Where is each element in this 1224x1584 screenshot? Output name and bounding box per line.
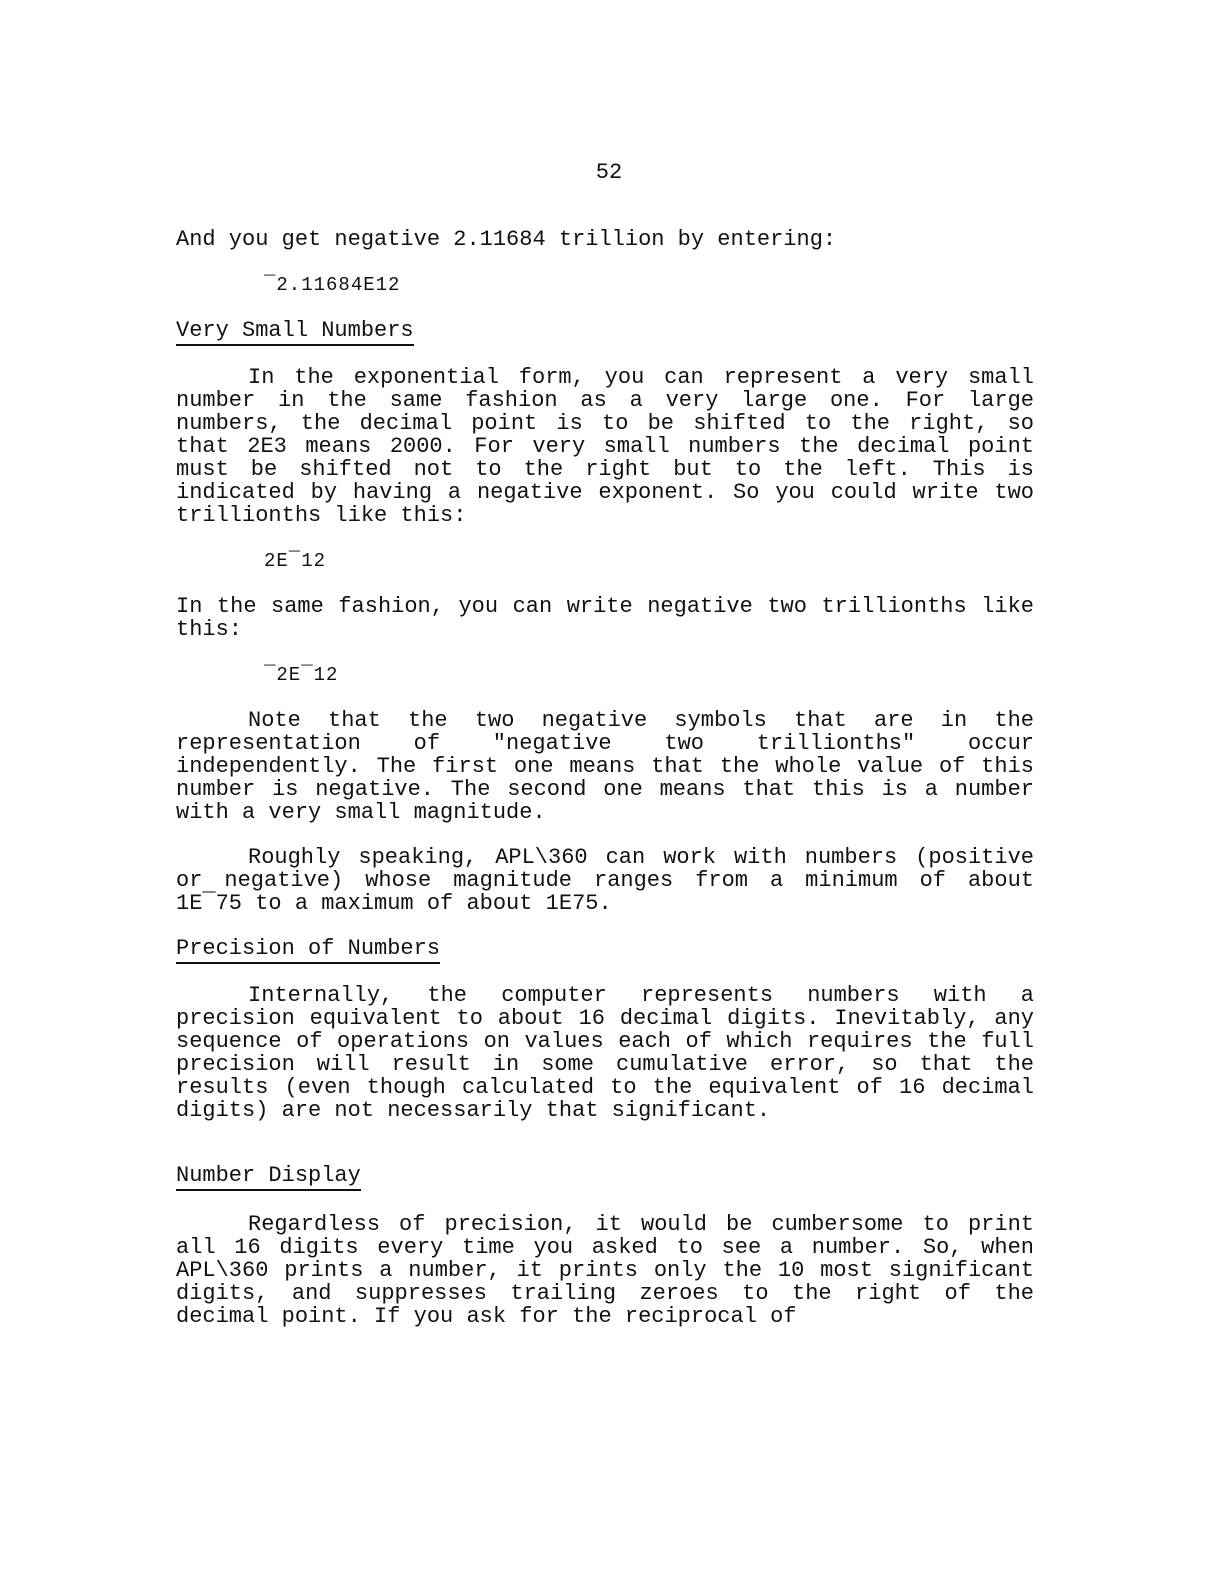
page-number: 52 <box>595 160 623 185</box>
intro-paragraph: And you get negative 2.11684 trillion by entering: <box>176 227 837 252</box>
paragraph-negative-symbols: Note that the two negative symbols that are in the representation of "negative two trillionths" occur independently. The first one means that the whole value of this number is negative. The second one means that this is a number with a very small magnitude. <box>176 708 1034 825</box>
page-content <box>176 228 1034 1328</box>
example-negative-trillion: ¯2.11684E12 <box>264 274 401 296</box>
paragraph-same-fashion: In the same fashion, you can write negative two trillionths like this: <box>176 594 1034 642</box>
paragraph-internal-precision: Internally, the computer represents numbers with a precision equivalent to about 16 decimal digits. Inevitably, any sequence of operations on values each of which requires the full precision will result in some cumulative error, so that the results (even though calculated to the equivalent of 16 decimal digits) are not necessarily that significant. <box>176 983 1034 1123</box>
example-negative-two-trillionths: ¯2E¯12 <box>264 664 339 686</box>
heading-precision-of-numbers: Precision of Numbers <box>176 937 440 964</box>
paragraph-magnitude-range: Roughly speaking, APL\360 can work with numbers (positive or negative) whose magnitude ranges from a minimum of about 1E¯75 to a maximum of about 1E75. <box>176 845 1034 916</box>
example-two-trillionths: 2E¯12 <box>264 550 327 572</box>
heading-very-small-numbers: Very Small Numbers <box>176 319 414 346</box>
paragraph-exponential-form: In the exponential form, you can represent a very small number in the same fashion as a very large one. For large numbers, the decimal point is to be shifted to the right, so that 2E3 means 2000. For very small numbers the decimal point must be shifted not to the right but to the left. This is indicated by having a negative exponent. So you could write two trillionths like this: <box>176 365 1034 528</box>
paragraph-number-display: Regardless of precision, it would be cumbersome to print all 16 digits every time you asked to see a number. So, when APL\360 prints a number, it prints only the 10 most significant digits, and suppresses trailing zeroes to the right of the decimal point. If you ask for the reciprocal of <box>176 1212 1034 1329</box>
heading-number-display: Number Display <box>176 1164 361 1191</box>
